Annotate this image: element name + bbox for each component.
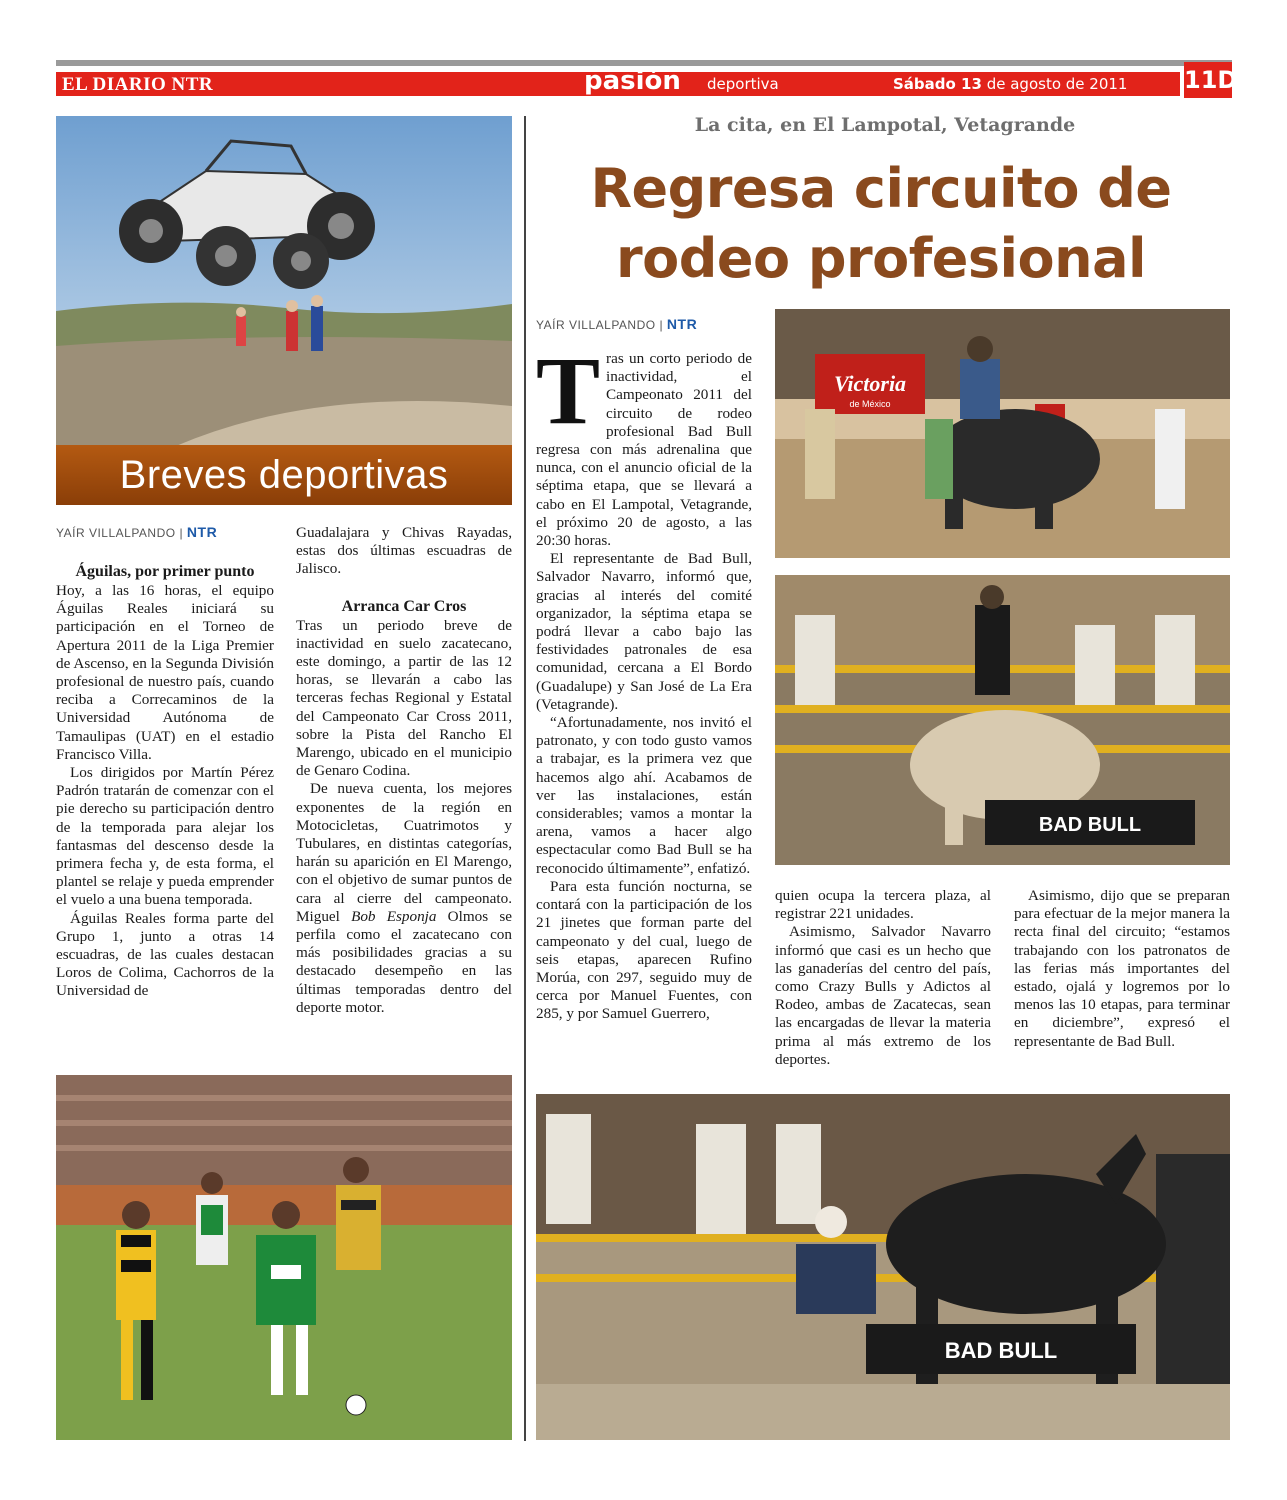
- story-carcros-p1: Tras un periodo breve de inactividad en suelo zacatecano, este domingo, a partir de las 12 horas, se llevarán a cabo las terceras fechas Regional y Estatal del Campeonato Car Cross 2011, sobre la Pista del Rancho El Marengo, ubicado en el municipio de Genaro Codina.: [296, 616, 512, 780]
- main-p5: quien ocupa la tercera plaza, al registrar 221 unidades.: [775, 887, 991, 923]
- main-column-2: [775, 887, 991, 1069]
- main-p1: Tras un corto periodo de inactividad, el Campeonato 2011 del circuito de rodeo profesional Bad Bull regresa con más adrenalina que nunca, con el anuncio oficial de la séptima etapa, que se llevará a cabo en El Lampotal, Vetagrande, el próximo 20 de agosto, a las 20:30 horas.: [536, 337, 752, 550]
- story-aguilas-p3-cont: Guadalajara y Chivas Rayadas, estas dos últimas escuadras de Jalisco.: [296, 524, 512, 578]
- issue-day: Sábado 13: [893, 75, 982, 93]
- story-aguilas-p2: Los dirigidos por Martín Pérez Padrón tratarán de comenzar con el pie derecho su participación dentro de la temporada para alejar los fantasmas del descenso desde la primera fecha y, de esta forma, el plantel se relaje y pueda emprender el vuelo a una buena temporada.: [56, 764, 274, 909]
- soccer-photo: [56, 1075, 512, 1440]
- story-aguilas-title: Águilas, por primer punto: [75, 563, 255, 580]
- bad-bull-sign-2: BAD BULL: [944, 1338, 1058, 1363]
- story-carcros-p2: De nueva cuenta, los mejores exponentes de la región en Motocicletas, Cuatrimotos y Tubulares, en distintas categorías, harán su aparición en El Marengo, con el objetivo de sumar puntos de cara al cierre del campeonato. Miguel Bob Esponja Olmos se perfila como el zacatecano con más posibilidades gracias a su destacado desempeño en las últimas temporadas dentro del deporte motor.: [296, 780, 513, 1016]
- main-p4: Para esta función nocturna, se contará con la participación de los 21 jinetes que forman parte del campeonato y del cual, luego de seis etapas, aparecen Rufino Morúa, con 297, seguido muy de cerca por Manuel Fuentes, con 285, y por Samuel Guerrero,: [536, 877, 752, 1023]
- buggy-photo: [56, 116, 512, 446]
- main-headline: [530, 154, 1232, 294]
- byline-author: YAÍR VILLALPANDO: [536, 318, 656, 332]
- breves-byline: [56, 524, 217, 540]
- byline-brand: NTR: [186, 524, 218, 540]
- main-p7: Asimismo, dijo que se preparan para efectuar de la mejor manera la recta final del circuito; “estamos trabajando con los patronatos de las ferias más importantes del estado, ojalá y logremos por lo menos las 10 etapas, para terminar en diciembre”, expresó el representante de Bad Bull.: [1014, 887, 1230, 1050]
- column-divider: [524, 116, 526, 1441]
- section-brand: pasión: [584, 66, 681, 96]
- byline-separator: |: [179, 526, 184, 540]
- section-brand-sub: deportiva: [707, 75, 779, 93]
- main-byline: [536, 316, 697, 332]
- breves-banner: Breves deportivas: [56, 445, 512, 505]
- main-p2: El representante de Bad Bull, Salvador Navarro, informó que, gracias al interés del comité organizador, la séptima etapa se podrá llevar a cabo bajo las festividades patronales de esa comunidad, cercana a El Bordo (Guadalupe) y San José de La Era (Vetagrande).: [536, 550, 752, 713]
- headline-line-2: rodeo profesional: [615, 227, 1147, 290]
- byline-author: YAÍR VILLALPANDO: [56, 526, 176, 540]
- bad-bull-sign: BAD BULL: [1038, 814, 1142, 836]
- nickname-italic: Bob Esponja: [351, 907, 437, 925]
- breves-column-2: [296, 524, 512, 1017]
- newspaper-name: EL DIARIO NTR: [62, 74, 214, 95]
- main-p6: Asimismo, Salvador Navarro informó que casi es un hecho que las ganaderías del centro del país, como Crazy Bulls y Adictos al Rodeo, ambas de Zacatecas, sean las encargadas de llevar la materia prima al más extremo de los deportes.: [775, 923, 991, 1068]
- main-kicker: La cita, en El Lampotal, Vetagrande: [694, 114, 1076, 136]
- byline-brand: NTR: [666, 316, 698, 332]
- page-number: 11D: [1184, 62, 1232, 98]
- rodeo-photo-1: [775, 309, 1230, 558]
- sponsor-sign: Victoria: [833, 371, 907, 396]
- byline-separator: |: [659, 318, 664, 332]
- story-carcros-title: Arranca Car Cros: [341, 597, 467, 615]
- breves-column-1: [56, 562, 274, 1001]
- main-column-3: [1014, 887, 1230, 1051]
- rodeo-photo-2: [775, 575, 1230, 865]
- sponsor-sign-sub: de México: [849, 399, 891, 409]
- story-aguilas-p1: Hoy, a las 16 horas, el equipo Águilas Reales iniciará su participación en el Torneo de Apertura 2011 de la Liga Premier de Ascenso, en la Segunda División profesional de nuestro país, cuando reciba a Correcaminos de la Universidad Autónoma de Tamaulipas (UAT) en el estadio Francisco Villa.: [56, 582, 274, 763]
- main-p3: “Afortunadamente, nos invitó el patronato, y con todo gusto vamos a trabajar, es la primera vez que hacemos algo ahí. Acabamos de ver las instalaciones, están considerables; vamos a montar la arena, vamos a hacer algo espectacular como Bad Bull se ha reconocido últimamente”, enfatizó.: [536, 714, 752, 877]
- story-aguilas-p3: Águilas Reales forma parte del Grupo 1, junto a otras 14 escuadras, de las cuales destacan Loros de Colima, Cachorros de la Universidad de: [56, 909, 274, 1000]
- main-column-1: [536, 337, 752, 1024]
- rodeo-photo-3: [536, 1094, 1230, 1440]
- issue-date: [893, 75, 1127, 93]
- drop-cap: T: [536, 337, 601, 444]
- issue-date-rest: de agosto de 2011: [986, 75, 1128, 93]
- headline-line-1: Regresa circuito de: [590, 157, 1172, 220]
